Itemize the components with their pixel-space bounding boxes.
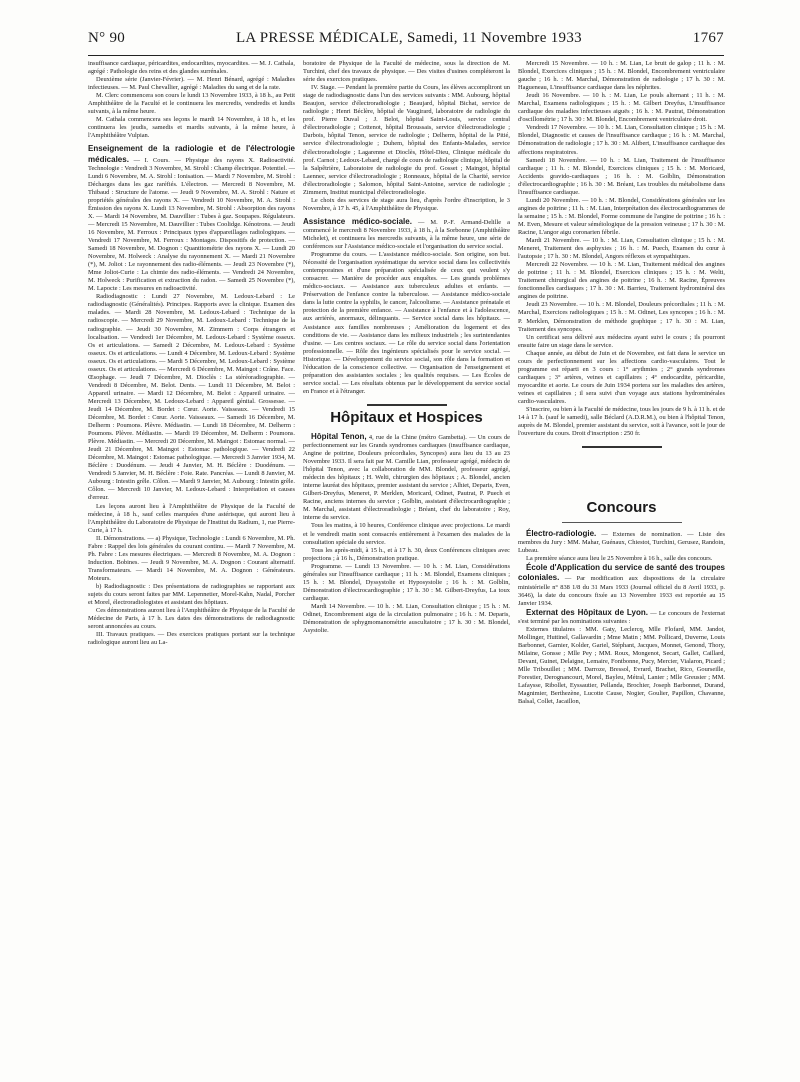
paragraph: S'inscrire, ou bien à la Faculté de médecine, tous les jours de 9 h. à 11 h. et de 14 à 17 h. (sauf le samedi), salle Béclard (A.D.R.M.), ou bien à l'hôpital Tenon, auprès de M. Blondel, premier assistant du service, soit à l'avance, soit le jour de l'ouverture du cours. Droit d'inscription : 250 fr. — [518, 406, 725, 438]
section-title: Hôpitaux et Hospices — [330, 408, 483, 426]
paragraph: Ces démonstrations auront lieu à l'Amphithéâtre de Physique de la Faculté de Médecine de Paris, à 17 h. Les dates des démonstrations de radiodiagnostic seront annoncées au cours. — [88, 607, 295, 631]
issue-number: N° 90 — [88, 30, 126, 46]
paragraph: Mardi 14 Novembre. — 10 h. : M. Lian, Consultation clinique ; 15 h. : M. Odinet, Encombrement aigu de la circulation pulmonaire ; 16 h. : M. Deparis, Démonstration de sphygmomanométrie auscultatoire ; 17 h. 30 : M. Blondel, Asystolie. — [303, 602, 510, 635]
paragraph: — I. Cours. — Physique des rayons X. Radioactivité. Technologie : Vendredi 3 Novembre, M. Strohl : Champ électrique. Potentiel. — Lundi 6 Novembre, M. A. Strohl : Ionisation. — Mardi 7 Novembre, M. Strohl : Décharges dans les gaz raréfiés. L'électron. — Mercredi 8 Novembre, M. Thibaud : Structure de l'atome. — Jeudi 9 Novembre, M. A. Strohl : Nature et propriétés générales des rayons X. — Vendredi 10 Novembre, M. A. Strohl : Émission des rayons X. Lundi 13 Novembre, M. Strohl : Absorption des rayons X. — Mardi 14 Novembre, M. Dauvillier : Tubes à gaz. Soupapes. Régulateurs. — Mercredi 15 Novembre, M. Dauvillier : Tubes Coolidge. Kénotrons. — Jeudi 16 Novembre, M. Ferroux : Principaux types d'appareillages radiologiques. — Vendredi 17 Novembre, M. Ferroux : Montages. Dispositifs de protection. — Samedi 18 Novembre, M. Dognon : Quantitométrie des rayons X. — Lundi 20 Novembre, M. Holweck : Analyse du rayonnement X. — Mardi 21 Novembre (*), M. Joliot : Le rayonnement des radio-éléments. — Jeudi 23 Novembre (*), Mme Joliot-Curie : La chimie des radio-éléments. — Vendredi 24 Novembre, M. Holweck : Purification et extraction du radon. — Samedi 25 Novembre (*), M. Lapocte : Les mesures en radioactivité. — [88, 156, 295, 293]
paragraph: Jeudi 16 Novembre. — 10 h. : M. Lian, Le pouls alternant ; 11 h. : M. Marchal, Examens radiologiques ; 15 h. : M. Gilbert Dreyfus, L'insuffisance cardiaque des maladies infectieuses aiguës ; 16 h. : M. Pautrat, Démonstration d'oscillométrie ; 17 h. 30 : M. Blondel, Encombrement ventriculaire droit. — [518, 92, 725, 124]
paragraph: Externes titulaires : MM. Gaty, Leclercq, Mlle Flofard, MM. Jandot, Mollinger, Huttinel, Gallavardin ; Mme Matin ; MM. Pollicard, Duverne, Louis Barbonnet, Garnier, Kolder, Gariel, Stéphant, Jacques, Monnet, Genond, Thory, Milaine, Gonsse ; Mlle Pey ; MM. Roux, Mongenot, Secart, Gallet, Caillard, Devant, Guinet, Delaigne, Lemaire, Fontbonne, Pucy, Mercier, Vialaron, Picard ; Mlle Tribouillet ; MM. Darroze, Bressol, Evrard, Brachet, Rico, Gourseille, Forestier, Derognancourt, Morel, Bayleu, Métral, Lanier ; Mlle Greusier ; MM. Lafaysse, Ribollet, Eyssautier, Pellanda, Brochier, Joseph Barbonnet, Durand, Magnimier, Berthezène, Lucotte Cause, Nogier, Goulier, Papillon, Chavanne, Balsal, Collet, Jacaillon, — [518, 625, 725, 706]
section-title: Concours — [586, 499, 657, 517]
paragraph: Tous les après-midi, à 15 h., et à 17 h. 30, deux Conférences cliniques avec projections ; à 16 h., Démonstration pratique. — [303, 546, 510, 562]
paragraph: Vendredi 17 Novembre. — 10 h. : M. Lian, Consultation clinique ; 15 h. : M. Blondel, Diagnostic et causes de l'insuffisance cardiaque ; 16 h. : M. Marchal, Démonstration de radiologie ; 17 h. 30 : M. Alibert, L'insuffisance cardiaque des affections respiratoires. — [518, 124, 725, 156]
paragraph: II. Démonstrations. — a) Physique, Technologie : Lundi 6 Novembre, M. Ph. Fabre : Rappel des lois générales du courant continu. — Mardi 7 Novembre, M. Ph. Fabre : Les mesures électriques. — Mercredi 8 Novembre, M. A. Dognon : Induction. Bobines. — Jeudi 9 Novembre, M. A. Dognon : Courant alternatif. Transformateurs. — Mardi 14 Novembre, M. A. Dognon : Générateurs. Moteurs. — [88, 534, 295, 582]
column-1 — [88, 60, 295, 1072]
paragraph: 4, rue de la Chine (métro Gambetta). — Un cours de perfectionnement sur les Grands syndromes cardiaques (insuffisance cardiaque, Angine de poitrine, Douleurs précordiales, Syncopes) aura lieu du 13 au 23 Novembre 1933. Il sera fait par M. Camille Lian, professeur agrégé, médecin de l'hôpital Tenon, avec la collaboration de MM. Blondel, professeur agrégé, médecin des hôpitaux ; H. Welti, chirurgien des hôpitaux ; A. Blondel, ancien interne lauréat des hôpitaux, premier assistant du service ; Alhiet, Deparis, Even, Gilbert-Dreyfus, Meneret, P. Merklen, Moricard, Odinet, Pautrat, P. Puech et Racine, anciens internes du service ; Golblin, assistant d'électrocardiographie ; M. Marchal, assistant d'électroradiologie ; Bréant, chef du laboratoire ; Roy, interne du service. — [303, 433, 510, 522]
section-heading: École d'Application du service de santé des troupes coloniales. — [518, 563, 725, 583]
paragraph: Jeudi 23 Novembre. — 10 h. : M. Blondel, Douleurs précordiales ; 11 h. : M. Marchal, Exercices radiologiques ; 15 h. : M. Odinet, Les syncopes ; 16 h. : M. P. Merklen, Démonstration de méthode graphique ; 17 h. 30 : M. Lian, Traitement des syncopes. — [518, 301, 725, 333]
paragraph: Deuxième série (Janvier-Février). — M. Henri Bénard, agrégé : Maladies infectieuses. — M. Paul Chevallier, agrégé : Maladies du sang et de la rate. — [88, 76, 295, 92]
paragraph: Programme. — Lundi 13 Novembre. — 10 h. : M. Lian, Considérations générales sur l'insuffisance cardiaque ; 11 h. : M. Blondel, Examens cliniques ; 15 h. : M. Blondel, Dyssystolie et Hyposystolie ; 16 h. : M. Golblin, Démonstration d'électrocardiographie ; 17 h. 30 : M. Gilbert-Dreyfus, La toux cardiaque. — [303, 562, 510, 602]
page-title: LA PRESSE MÉDICALE, Samedi, 11 Novembre 1933 — [235, 30, 582, 46]
paragraph: Mercredi 22 Novembre. — 10 h. : M. Lian, Traitement médical des angines de poitrine ; 11 h. : M. Blondel, Exercices cliniques ; 15 h. : M. Welti, Traitement chirurgical des angines de poitrine ; 16 h. : M. Racine, Épreuves fonctionnelles cardiaques ; 17 h. 30 : M. Barrieu, Traitement hydrominéral des angines de poitrine. — [518, 261, 725, 301]
paragraph: Un certificat sera délivré aux médecins ayant suivi le cours ; ils pourront ensuite faire un stage dans le service. — [518, 333, 725, 349]
section-heading: Externat des Hôpitaux de Lyon. — [526, 607, 648, 617]
page-number: 1767 — [692, 30, 724, 46]
paragraph: Tous les matins, à 10 heures, Conférence clinique avec projections. Le mardi et le vendredi matin sont consacrés entièrement à l'examen des malades de la consultation spéciale du service. — [303, 522, 510, 546]
paragraph: insuffisance cardiaque, péricardites, endocardites, myocardites. — M. J. Cathala, agrégé : Pathologie des reins et des glandes surrénales. — [88, 60, 295, 76]
section-divider — [367, 404, 447, 406]
paragraph: Les leçons auront lieu à l'Amphithéâtre de Physique de la Faculté de médecine, à 18 h., sauf celles marquées d'une astérisque, qui auront lieu à l'Amphithéâtre du Laboratoire de Physique de l'Institut du Radium, 1, rue Pierre-Curie, à 17 h. — [88, 502, 295, 534]
title-underline — [562, 522, 682, 523]
paragraph: IV. Stage. — Pendant la première partie du Cours, les élèves accompliront un stage de radiodiagnostic dans l'un des services suivants : MM. Aubourg, hôpital Beaujon, service d'électroradiologie ; Beaujard, hôpital Bichat, service de radiologie ; Henri Béclère, hôpital de Vaugirard, laboratoire de radiologie du prof. Pierre Duval ; J. Belot, hôpital Saint-Louis, service central d'électroradiologie ; Cottenot, hôpital Broussais, service d'électroradiologie ; Darbois, hôpital Tenon, service de radiologie ; Delherm, hôpital de la Pitié, service d'électroradiologie ; Duhem, hôpital des Enfants-Malades, service d'électroradiologie ; Lagarenne et Dioclès, Hôtel-Dieu, Clinique médicale du prof. Carnot ; Ledoux-Lebard, chargé de cours de radiologie clinique, hôpital de la Salpêtrière, Laboratoire de radiologie du prof. Gosset ; Maingot, hôpital Laennec, service d'électroradiologie ; Ronneaux, hôpital de la Charité, service d'électroradiologie ; Salomon, hôpital Saint-Antoine, service de radiologie ; Zimmern, Institut municipal d'électroradiologie. — [303, 84, 510, 196]
page-header — [88, 30, 724, 50]
paragraph: — M. P.-F. Armand-Delille a commencé le mercredi 8 Novembre 1933, à 18 h., à la Sorbonne (Amphithéâtre Michelet), et continuera les mercredis suivants, à la même heure, une série de conférences sur l'Assistance médico-sociale et l'organisation du service social. — [303, 218, 510, 251]
paragraph: — Le concours de l'externat s'est terminé par les nominations suivantes : — [518, 609, 725, 625]
header-rule — [88, 55, 724, 56]
paragraph: Le choix des services de stage aura lieu, d'après l'ordre d'inscription, le 3 Novembre, à 17 h. 45, à l'Amphithéâtre de Physique. — [303, 196, 510, 212]
paragraph: M. Clerc commencera son cours le lundi 13 Novembre 1933, à 18 h., au Petit Amphithéâtre de la Faculté et le continuera les mercredis, vendredis et lundis suivants, à la même heure. — [88, 92, 295, 116]
paragraph: boratoire de Physique de la Faculté de médecine, sous la direction de M. Turchini, chef des travaux de physique. — Des visites d'usines compléteront la série des exercices pratiques. — [303, 60, 510, 84]
paragraph: Lundi 20 Novembre. — 10 h. : M. Blondel, Considérations générales sur les angines de poitrine ; 11 h. : M. Lian, Interprétation des électrocardiogrammes de la semaine ; 15 h. : M. Blondel, Forme commune de l'angine de poitrine ; 16 h. : M. Even, Mesure et valeur séméiologique de la pression veineuse ; 17 h. 30 : M. Racine, L'angor aigu coronarien fébrile. — [518, 196, 725, 236]
section-heading: Électro-radiologie. — [526, 529, 597, 539]
paragraph: b) Radiodiagnostic : Des présentations de radiographies se rapportant aux sujets du cours seront faites par MM. Lepennetier, Morel-Kahn, Nadal, Porcher et Morel, électroradiologistes et assistant des hôpitaux. — [88, 583, 295, 607]
paragraph: Mardi 21 Novembre. — 10 h. : M. Lian, Consultation clinique ; 15 h. : M. Meneret, Traitement des asphyxies ; 16 h. : M. Puech, Examen du cœur à l'autopsie ; 17 h. 30 : M. Blondel, Angors réflexes et sympathiques. — [518, 237, 725, 261]
paragraph: III. Travaux pratiques. — Des exercices pratiques portant sur la technique radiologique auront lieu au La- — [88, 631, 295, 647]
paragraph: Samedi 18 Novembre. — 10 h. : M. Lian, Traitement de l'insuffisance cardiaque ; 11 h. : M. Blondel, Exercices cliniques ; 15 h. : M. Moricard, Accidents gravido-cardiaques ; 16 h. : M. Golblin, Démonstration d'électrocardiographie ; 16 h. 30 : M. Bréant, Les troubles du métabolisme dans l'insuffisance cardiaque. — [518, 156, 725, 196]
paragraph: — Par modification aux dispositions de la circulaire ministérielle n° 838 1/8 du 31 Mars 1933 (Journal officiel du 8 Avril 1933, p. 3646), la date du concours fixée au 13 Novembre 1933 est reportée au 15 Janvier 1934. — [518, 575, 725, 607]
section-heading: Assistance médico-sociale. — [303, 216, 412, 226]
paragraph: Programme du cours. — L'assistance médico-sociale. Son origine, son but. Nécessité de l'organisation systématique du service social dans les collectivités contemporaines et d'une préparation spécialisée de ceux qui veulent s'y consacrer. — Manière de procéder aux enquêtes. — Les grands problèmes médico-sociaux. — Assistance aux tuberculeux adultes et enfants. — Préservation de l'enfance contre la tuberculose. — Assistance médico-sociale dans la lutte contre la syphilis, le cancer, l'alcoolisme. — Assistance prénatale et protection de la première enfance. — Assistance à l'enfance et à l'adolescence, aux arriérés, anormaux, délinquants. — Service social dans les hôpitaux. — Assistance aux familles nombreuses ; Amélioration du logement et des conditions de vie. — Assistance dans les milieux industriels ; les surintendantes d'usine. — Les centres sociaux. — Le rôle du service social dans l'orientation professionnelle. — Rôle des ingénieurs spécialisés pour le service social. — Historique. — Développement du service social, son rôle dans la formation et l'éducation de la conscience collective. — Organisation de l'enseignement et préparation des assistantes sociales ; les qualités requises. — Les Écoles de service social. — Les résultats obtenus par le développement du service social en France et à l'étranger. — [303, 251, 510, 395]
column-2 — [303, 60, 510, 1072]
paragraph: — Externes de nomination. — Liste des membres du Jury : MM. Mahar, Guénaux, Chiestot, Turchini, Gerusez, Randoin, Lubeau. — [518, 531, 725, 555]
paragraph: M. Cathala commencera ses leçons le mardi 14 Novembre, à 18 h., et les continuera les jeudis, samedis et mardis suivants, à la même heure, à l'Amphithéâtre Vulpian. — [88, 116, 295, 140]
paragraph: Chaque année, au début de Juin et de Novembre, est fait dans le service un cours de perfectionnement sur les affections cardio-vasculaires. Tout le programme est réparti en 3 cours : 1° arythmies ; 2° grands syndromes cardiaques ; 3° artères, veines et capillaires ; 4° endocardite, péricardite, myocardite et aorte. Le cours de Juin 1934 portera sur les maladies des artères, veines et capillaires ; il sera suivi d'un voyage aux stations hydrominérales cardio-vasculaires. — [518, 349, 725, 405]
paragraph: Mercredi 15 Novembre. — 10 h. : M. Lian, Le bruit de galop ; 11 h. : M. Blondel, Exercices cliniques ; 15 h. : M. Blondel, Encombrement ventriculaire gauche ; 16 h. : M. Marchal, Démonstration de radiologie ; 17 h. 30 : M. Hagueneau, L'insuffisance cardiaque dans les néphrites. — [518, 60, 725, 92]
section-divider — [582, 446, 662, 448]
paragraph: Radiodiagnostic : Lundi 27 Novembre, M. Ledoux-Lebard : Le radiodiagnostic (Généralités). Principes. Rapports avec la clinique. Examen des malades. — Mardi 28 Novembre, M. Ledoux-Lebard : Technique de la radioscopie. — Mercredi 29 Novembre, M. Ledoux-Lebard : Technique de la radiographie. — Jeudi 30 Novembre, M. Zimmern : Corps étrangers et localisation. — Vendredi 1er Décembre, M. Ledoux-Lebard : Système osseux. Os et articulations. — Samedi 2 Décembre, M. Ledoux-Lebard : Système osseux. Os et articulations. — Lundi 4 Décembre, M. Ledoux-Lebard : Système osseux. Os et articulations. — Mardi 5 Décembre, M. Ledoux-Lebard : Système osseux. Os et articulations. — Mercredi 6 Décembre, M. Maingot : Crâne. Face. Œsophage. — Jeudi 7 Décembre, M. Dioclès : La stéréoradiographie. — Vendredi 8 Décembre, M. Belot. Dents. — Lundi 11 Décembre, M. Belot : Appareil urinaire. — Mardi 12 Décembre, M. Belot : Appareil urinaire. — Mercredi 13 Décembre, M. Ledoux-Lebard : Appareil génital. Grossesse. — Jeudi 14 Décembre, M. Bordet : Cœur. Aorte. Vaisseaux. — Vendredi 15 Décembre, M. Bordet : Cœur. Aorte. Vaisseaux. — Samedi 16 Décembre, M. Delherm : Poumons. Plèvre. Médiastin. — Lundi 18 Décembre, M. Delherm : Poumons. Plèvre. Médiastin. — Mardi 19 Décembre, M. Delherm : Poumons. Plèvre. Médiastin. — Mercredi 20 Décembre, M. Maingot : Estomac normal. — Jeudi 21 Décembre, M. Maingot : Estomac pathologique. — Vendredi 22 Décembre, M. Maingot : Estomac pathologique. — Mercredi 3 Janvier 1934, M. Béclère : Duodénum. — Jeudi 4 Janvier, M. H. Béclère : Duodénum. — Vendredi 5 Janvier, M. H. Béclère : Foie. Rate. Pancréas. — Lundi 8 Janvier, M. Aubourg : Intestin grêle. Côlon. — Mardi 9 Janvier, M. Aubourg : Intestin grêle. Côlon. — Mercredi 10 Janvier, M. Ledoux-Lebard : Interprétation et causes d'erreur. — [88, 293, 295, 502]
section-heading: Hôpital Tenon, — [311, 431, 367, 441]
paragraph: La première séance aura lieu le 25 Novembre à 16 h., salle des concours. — [526, 555, 713, 563]
section-heading: Enseignement de la radiologie et de l'électrologie médicales. — [88, 144, 295, 164]
column-3 — [518, 60, 725, 1072]
